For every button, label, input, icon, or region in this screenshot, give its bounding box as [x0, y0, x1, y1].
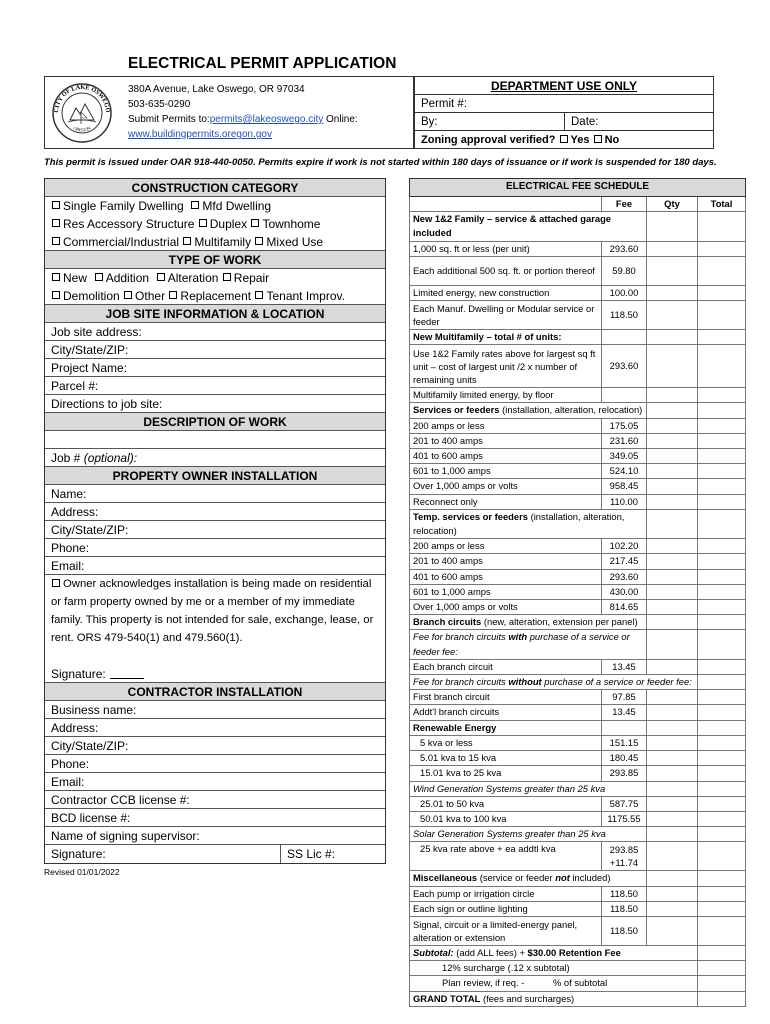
fee-row-label: First branch circuit — [410, 690, 602, 705]
qty-cell[interactable] — [647, 256, 698, 285]
fee-amount: 59.80 — [602, 256, 647, 285]
qty-cell[interactable] — [647, 479, 698, 494]
owner-ack-checkbox[interactable] — [52, 579, 60, 587]
fee-amount-pair — [602, 842, 647, 871]
job-number-field[interactable] — [45, 449, 385, 467]
total-cell[interactable] — [698, 720, 746, 735]
total-cell[interactable] — [698, 256, 746, 285]
townhome-label: Townhome — [262, 217, 321, 231]
qty-cell[interactable] — [647, 345, 698, 388]
total-cell[interactable] — [698, 615, 746, 630]
parcel-field[interactable]: Parcel #: — [45, 377, 385, 395]
total-cell[interactable] — [698, 751, 746, 766]
fee-row-label: Multifamily limited energy, by floor — [410, 388, 602, 403]
note-emphasis: not — [555, 872, 570, 884]
fee-row-label: 401 to 600 amps — [410, 569, 602, 584]
branch-circuits-heading — [410, 615, 647, 630]
owner-name-field[interactable]: Name: — [45, 485, 385, 503]
qty-cell[interactable] — [647, 388, 698, 403]
fee-amount: 293.85 — [602, 766, 647, 781]
fee-row-label: Signal, circuit or a limited-energy panel, alteration or extension — [410, 916, 602, 945]
fee-row-label: Over 1,000 amps or volts — [410, 479, 602, 494]
multifamily-label: Multifamily — [194, 234, 252, 249]
department-use-box — [414, 76, 714, 149]
phone-line: 503-635-0290 — [128, 99, 191, 110]
mixed-use-label: Mixed Use — [266, 234, 324, 249]
owner-email-field[interactable]: Email: — [45, 557, 385, 575]
website-link[interactable]: www.buildingpermits.oregon.gov — [128, 129, 272, 140]
note-part: Fee for branch circuits — [413, 631, 509, 643]
qty-cell[interactable] — [647, 781, 698, 796]
blank-cell — [602, 388, 647, 403]
total-cell[interactable] — [698, 811, 746, 826]
fee-row-label: 25 kva rate above + ea addtl kva — [410, 842, 602, 871]
owner-ack-text: Owner acknowledges installation is being made on residential or farm property owned by me or a member of my immediate family. This property is not intended for sale, exchange, lease, or rent. ORS 479-540(1) and 479.560(1). — [51, 578, 374, 644]
job-optional-label: (optional): — [83, 450, 138, 465]
new-multifamily-heading: New Multifamily – total # of units: — [410, 330, 602, 345]
total-cell[interactable] — [698, 675, 746, 690]
alteration-checkbox[interactable] — [157, 273, 165, 281]
total-cell[interactable] — [698, 449, 746, 464]
qty-cell[interactable] — [647, 212, 698, 241]
contractor-phone-field[interactable]: Phone: — [45, 755, 385, 773]
qty-cell[interactable] — [647, 901, 698, 916]
no-label: No — [604, 134, 620, 146]
qty-cell[interactable] — [647, 827, 698, 842]
total-cell[interactable] — [698, 554, 746, 569]
qty-cell[interactable] — [647, 766, 698, 781]
directions-field[interactable]: Directions to job site: — [45, 395, 385, 413]
res-accessory-label: Res Accessory Structure — [63, 217, 195, 231]
supervisor-name-field[interactable]: Name of signing supervisor: — [45, 827, 385, 845]
fee-amount: 587.75 — [602, 796, 647, 811]
qty-cell[interactable] — [647, 886, 698, 901]
owner-installation-heading: PROPERTY OWNER INSTALLATION — [45, 467, 385, 485]
permit-notice: This permit is issued under OAR 918-440-0050. Permits expire if work is not started within 180 days of issuance or if work is suspended for 180 days. — [44, 157, 717, 168]
owner-signature-field[interactable] — [45, 665, 385, 683]
single-family-label: Single Family Dwelling — [63, 199, 184, 213]
fee-amount: 217.45 — [602, 554, 647, 569]
qty-cell[interactable] — [647, 796, 698, 811]
fee-amount: 110.00 — [602, 494, 647, 509]
address-line: 380A Avenue, Lake Oswego, OR 97034 — [128, 84, 305, 95]
fee-row-label: Use 1&2 Family rates above for largest sq ft unit – cost of largest unit /2 x number of remaining units — [410, 345, 602, 388]
total-cell[interactable] — [698, 301, 746, 330]
alteration-label: Alteration — [167, 271, 219, 285]
subtotal-total-cell[interactable] — [698, 945, 746, 960]
qty-cell[interactable] — [647, 600, 698, 615]
branch-note: (new, alteration, extension per panel) — [481, 616, 638, 628]
services-title: Services or feeders — [413, 404, 500, 416]
commercial-label: Commercial/Industrial — [63, 234, 180, 249]
demolition-checkbox[interactable] — [52, 291, 60, 299]
total-cell[interactable] — [698, 509, 746, 538]
qty-cell[interactable] — [647, 433, 698, 448]
new-12-family-heading: New 1&2 Family – service & attached garage included — [410, 212, 647, 241]
construction-row-1 — [45, 197, 385, 215]
qty-cell[interactable] — [647, 690, 698, 705]
temp-services-heading — [410, 509, 647, 538]
surcharge-label: 12% surcharge (.12 x subtotal) — [410, 961, 698, 976]
blank-cell — [410, 197, 602, 212]
note-part: Fee for branch circuits — [413, 676, 509, 688]
total-cell[interactable] — [698, 781, 746, 796]
qty-cell[interactable] — [647, 916, 698, 945]
fee-amount: 958.45 — [602, 479, 647, 494]
qty-cell[interactable] — [647, 705, 698, 720]
svg-text:CITY OF LAKE OSWEGO: CITY OF LAKE OSWEGO — [52, 83, 112, 113]
signature-line — [110, 668, 144, 679]
online-label: Online: — [323, 114, 358, 125]
agency-address — [128, 82, 358, 142]
by-date-row — [415, 113, 713, 131]
mixed-use-checkbox[interactable] — [255, 237, 263, 245]
fee-row-label: Each pump or irrigation circle — [410, 886, 602, 901]
ss-lic-field[interactable]: SS Lic #: — [287, 847, 336, 861]
total-cell[interactable] — [698, 916, 746, 945]
description-field[interactable] — [45, 431, 385, 449]
note-part: (service or feeder — [477, 872, 556, 884]
left-form-panel — [44, 178, 386, 864]
qty-col-header: Qty — [647, 197, 698, 212]
fee-row-label: Over 1,000 amps or volts — [410, 600, 602, 615]
fee-row-label: 601 to 1,000 amps — [410, 464, 602, 479]
qty-cell[interactable] — [647, 418, 698, 433]
qty-cell[interactable] — [647, 464, 698, 479]
wind-heading: Wind Generation Systems greater than 25 kva — [410, 781, 647, 796]
fee-amount: 118.50 — [602, 886, 647, 901]
yes-label: Yes — [570, 134, 590, 146]
fee-amount: 293.60 — [602, 345, 647, 388]
fee-row-label: 5.01 kva to 15 kva — [410, 751, 602, 766]
note-part: purchase of a service or feeder fee: — [541, 676, 692, 688]
fee-amount: 97.85 — [602, 690, 647, 705]
mfd-dwelling-checkbox[interactable] — [191, 201, 199, 209]
fee-row-label: Each branch circuit — [410, 659, 602, 674]
total-cell[interactable] — [698, 690, 746, 705]
fee-row-label: 200 amps or less — [410, 418, 602, 433]
fee-amount: 100.00 — [602, 285, 647, 300]
fee-row-label: Each Manuf. Dwelling or Modular service or feeder — [410, 301, 602, 330]
qty-cell[interactable] — [647, 842, 698, 871]
dept-title: DEPARTMENT USE ONLY — [415, 77, 713, 95]
owner-phone-field[interactable]: Phone: — [45, 539, 385, 557]
replacement-checkbox[interactable] — [169, 291, 177, 299]
qty-cell[interactable] — [647, 403, 698, 418]
job-number-label: Job # — [51, 450, 81, 465]
qty-cell[interactable] — [647, 449, 698, 464]
mfd-dwelling-label: Mfd Dwelling — [202, 199, 272, 213]
grand-total-note: (fees and surcharges) — [480, 992, 575, 1004]
qty-cell[interactable] — [647, 811, 698, 826]
by-field[interactable]: By: — [415, 113, 565, 130]
total-cell[interactable] — [698, 901, 746, 916]
misc-heading — [410, 871, 647, 886]
total-cell[interactable] — [698, 886, 746, 901]
replacement-label: Replacement — [180, 288, 252, 303]
grand-total-cell[interactable] — [698, 991, 746, 1006]
note-emphasis: without — [508, 676, 542, 688]
surcharge-total-cell[interactable] — [698, 961, 746, 976]
fee-schedule-table — [409, 178, 746, 1007]
contractor-signature-field[interactable]: Signature: — [45, 845, 281, 863]
qty-cell[interactable] — [647, 301, 698, 330]
zoning-row — [415, 131, 713, 149]
bcd-license-field[interactable]: BCD license #: — [45, 809, 385, 827]
fee-amount: 430.00 — [602, 584, 647, 599]
owner-acknowledgement — [45, 575, 385, 647]
qty-cell[interactable] — [647, 751, 698, 766]
total-cell[interactable] — [698, 630, 746, 659]
total-cell[interactable] — [698, 827, 746, 842]
owner-spacer — [45, 647, 385, 665]
description-heading: DESCRIPTION OF WORK — [45, 413, 385, 431]
total-cell[interactable] — [698, 600, 746, 615]
contractor-signature-row — [45, 845, 385, 863]
retention-fee: $30.00 Retention Fee — [527, 946, 621, 958]
fee-row-label: Each sign or outline lighting — [410, 901, 602, 916]
misc-title: Miscellaneous — [413, 872, 478, 884]
fee-amount: +11.74 — [609, 857, 639, 869]
business-name-field[interactable]: Business name: — [45, 701, 385, 719]
fee-row-label: Addt'l branch circuits — [410, 705, 602, 720]
qty-cell[interactable] — [647, 871, 698, 886]
fee-amount: 175.05 — [602, 418, 647, 433]
blank-cell — [602, 330, 647, 345]
owner-city-field[interactable]: City/State/ZIP: — [45, 521, 385, 539]
tenant-improv-label: Tenant Improv. — [266, 288, 345, 303]
work-row-1 — [45, 269, 385, 287]
fee-row-label: 50.01 kva to 100 kva — [410, 811, 602, 826]
qty-cell[interactable] — [647, 659, 698, 674]
job-site-address-field[interactable]: Job site address: — [45, 323, 385, 341]
zoning-no-checkbox[interactable] — [594, 135, 602, 143]
single-family-checkbox[interactable] — [52, 201, 60, 209]
revised-date: Revised 01/01/2022 — [44, 867, 120, 877]
total-cell[interactable] — [698, 705, 746, 720]
permit-number-field[interactable]: Permit #: — [415, 95, 713, 113]
plan-review-label: Plan review, if req. - % of subtotal — [410, 976, 698, 991]
qty-cell[interactable] — [647, 539, 698, 554]
other-checkbox[interactable] — [124, 291, 132, 299]
fee-row-label: 201 to 400 amps — [410, 433, 602, 448]
fee-row-label: 401 to 600 amps — [410, 449, 602, 464]
qty-cell[interactable] — [647, 569, 698, 584]
fee-amount: 293.60 — [602, 241, 647, 256]
construction-category-heading: CONSTRUCTION CATEGORY — [45, 179, 385, 197]
branch-title: Branch circuits — [413, 616, 482, 628]
subtotal-label — [410, 945, 698, 960]
total-cell[interactable] — [698, 433, 746, 448]
commercial-checkbox[interactable] — [52, 237, 60, 245]
fee-amount: 524.10 — [602, 464, 647, 479]
zoning-yes-checkbox[interactable] — [560, 135, 568, 143]
svg-text:OREGON: OREGON — [72, 125, 92, 133]
total-col-header: Total — [698, 197, 746, 212]
renewable-heading: Renewable Energy — [410, 720, 602, 735]
email-link[interactable]: permits@lakeoswego.city — [209, 114, 324, 125]
services-heading — [410, 403, 647, 418]
fee-amount: 231.60 — [602, 433, 647, 448]
fee-amount: 1175.55 — [602, 811, 647, 826]
submit-prefix: Submit Permits to: — [128, 114, 210, 125]
other-label: Other — [135, 288, 166, 303]
fee-row-label: 601 to 1,000 amps — [410, 584, 602, 599]
services-note: (installation, alteration, relocation) — [499, 404, 643, 416]
qty-cell[interactable] — [647, 584, 698, 599]
fee-amount: 102.20 — [602, 539, 647, 554]
fee-row-label: Each additional 500 sq. ft. or portion thereof — [410, 256, 602, 285]
total-cell[interactable] — [698, 479, 746, 494]
demolition-label: Demolition — [63, 288, 120, 303]
fee-row-label: 200 amps or less — [410, 539, 602, 554]
job-site-city-field[interactable]: City/State/ZIP: — [45, 341, 385, 359]
total-cell[interactable] — [698, 766, 746, 781]
qty-cell[interactable] — [647, 630, 698, 659]
total-cell[interactable] — [698, 842, 746, 871]
total-cell[interactable] — [698, 285, 746, 300]
total-cell[interactable] — [698, 212, 746, 241]
fee-amount: 118.50 — [602, 301, 647, 330]
qty-cell[interactable] — [647, 720, 698, 735]
total-cell[interactable] — [698, 539, 746, 554]
submit-line — [128, 112, 358, 127]
total-cell[interactable] — [698, 418, 746, 433]
solar-heading: Solar Generation Systems greater than 25 kva — [410, 827, 647, 842]
blank-cell — [602, 720, 647, 735]
total-cell[interactable] — [698, 464, 746, 479]
total-cell[interactable] — [698, 388, 746, 403]
total-cell[interactable] — [698, 241, 746, 256]
fee-row-label: 201 to 400 amps — [410, 554, 602, 569]
contractor-email-field[interactable]: Email: — [45, 773, 385, 791]
fee-amount: 118.50 — [602, 916, 647, 945]
total-cell[interactable] — [698, 569, 746, 584]
fee-amount: 293.60 — [602, 569, 647, 584]
repair-checkbox[interactable] — [223, 273, 231, 281]
temp-services-title: Temp. services or feeders — [413, 510, 528, 522]
branch-without-note — [410, 675, 698, 690]
qty-cell[interactable] — [647, 241, 698, 256]
subtotal-title: Subtotal: — [413, 946, 454, 958]
fee-amount: 151.15 — [602, 735, 647, 750]
res-accessory-checkbox[interactable] — [52, 219, 60, 227]
contractor-city-field[interactable]: City/State/ZIP: — [45, 737, 385, 755]
qty-cell[interactable] — [647, 554, 698, 569]
fee-row-label: 5 kva or less — [410, 735, 602, 750]
page-title: ELECTRICAL PERMIT APPLICATION — [128, 55, 397, 72]
addition-label: Addition — [105, 271, 150, 285]
total-cell[interactable] — [698, 871, 746, 886]
townhome-checkbox[interactable] — [251, 219, 259, 227]
temp-services-note: (installation, alteration, relocation) — [413, 510, 625, 537]
total-cell[interactable] — [698, 659, 746, 674]
owner-address-field[interactable]: Address: — [45, 503, 385, 521]
qty-cell[interactable] — [647, 735, 698, 750]
total-cell[interactable] — [698, 403, 746, 418]
construction-row-3 — [45, 233, 385, 251]
ccb-license-field[interactable]: Contractor CCB license #: — [45, 791, 385, 809]
note-part: included) — [569, 872, 611, 884]
total-cell[interactable] — [698, 584, 746, 599]
fee-col-header: Fee — [602, 197, 647, 212]
city-seal-logo — [50, 82, 114, 144]
work-row-2 — [45, 287, 385, 305]
total-cell[interactable] — [698, 494, 746, 509]
qty-cell[interactable] — [647, 509, 698, 538]
fee-amount: 180.45 — [602, 751, 647, 766]
duplex-checkbox[interactable] — [199, 219, 207, 227]
multifamily-checkbox[interactable] — [183, 237, 191, 245]
note-part: purchase of a service or feeder fee: — [413, 631, 630, 657]
fee-row-label: 1,000 sq. ft or less (per unit) — [410, 241, 602, 256]
total-cell[interactable] — [698, 735, 746, 750]
fee-row-label: Limited energy, new construction — [410, 285, 602, 300]
zoning-label: Zoning approval verified? — [421, 134, 556, 146]
fee-amount: 13.45 — [602, 659, 647, 674]
fee-amount: 349.05 — [602, 449, 647, 464]
date-field[interactable]: Date: — [571, 115, 599, 128]
fee-schedule-heading: ELECTRICAL FEE SCHEDULE — [410, 179, 746, 197]
project-name-field[interactable]: Project Name: — [45, 359, 385, 377]
fee-amount: 118.50 — [602, 901, 647, 916]
fee-amount: 13.45 — [602, 705, 647, 720]
qty-cell[interactable] — [647, 615, 698, 630]
total-cell[interactable] — [698, 330, 746, 345]
repair-label: Repair — [233, 271, 270, 285]
grand-total-title: GRAND TOTAL — [413, 992, 481, 1004]
fee-amount: 814.65 — [602, 600, 647, 615]
branch-with-note — [410, 630, 647, 659]
type-of-work-heading: TYPE OF WORK — [45, 251, 385, 269]
grand-total-label — [410, 991, 698, 1006]
job-site-heading: JOB SITE INFORMATION & LOCATION — [45, 305, 385, 323]
addition-checkbox[interactable] — [95, 273, 103, 281]
note-emphasis: with — [508, 631, 528, 643]
qty-cell[interactable] — [647, 330, 698, 345]
new-label: New — [63, 271, 88, 285]
qty-cell[interactable] — [647, 494, 698, 509]
contractor-installation-heading: CONTRACTOR INSTALLATION — [45, 683, 385, 701]
qty-cell[interactable] — [647, 285, 698, 300]
tenant-improv-checkbox[interactable] — [255, 291, 263, 299]
fee-row-label: Reconnect only — [410, 494, 602, 509]
subtotal-note: (add ALL fees) + — [453, 946, 528, 958]
fee-amount: 293.85 — [609, 844, 639, 856]
duplex-label: Duplex — [209, 217, 248, 231]
owner-signature-label: Signature: — [51, 666, 106, 681]
construction-row-2 — [45, 215, 385, 233]
total-cell[interactable] — [698, 345, 746, 388]
new-checkbox[interactable] — [52, 273, 60, 281]
fee-row-label: 25.01 to 50 kva — [410, 796, 602, 811]
contractor-address-field[interactable]: Address: — [45, 719, 385, 737]
total-cell[interactable] — [698, 796, 746, 811]
fee-row-label: 15.01 kva to 25 kva — [410, 766, 602, 781]
plan-review-total-cell[interactable] — [698, 976, 746, 991]
